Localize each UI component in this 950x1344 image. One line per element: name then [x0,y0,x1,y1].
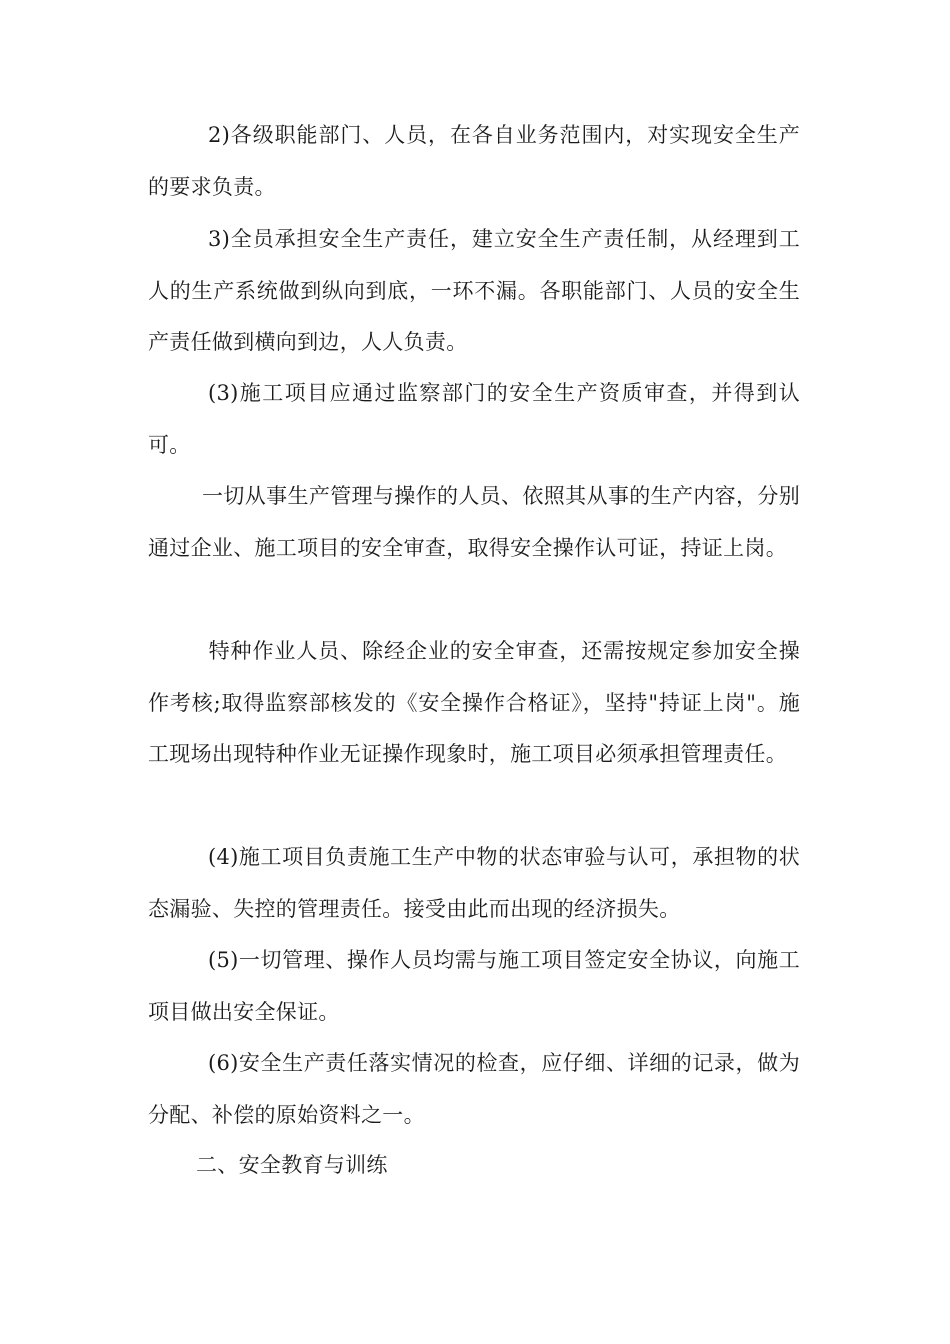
paragraph-4-text: 一切从事生产管理与操作的人员、依照其从事的生产内容，分别通过企业、施工项目的安全审查，取得安全操作认可证，持证上岗。 [148,484,800,560]
paragraph-5 [148,626,800,781]
paragraph-3-text: (3)施工项目应通过监察部门的安全生产资质审查，并得到认可。 [148,381,800,457]
paragraph-1-text: 2)各级职能部门、人员，在各自业务范围内，对实现安全生产的要求负责。 [148,123,800,199]
paragraph-5-text: 特种作业人员、除经企业的安全审查，还需按规定参加安全操作考核;取得监察部核发的《安全操作合格证》，坚持"持证上岗"。施工现场出现特种作业无证操作现象时，施工项目必须承担管理责任。 [148,639,800,766]
paragraph-7-text: (5)一切管理、操作人员均需与施工项目签定安全协议，向施工项目做出安全保证。 [148,948,800,1024]
paragraph-8-text: (6)安全生产责任落实情况的检查，应仔细、详细的记录，做为分配、补偿的原始资料之一。 [148,1051,800,1127]
section-heading [148,1140,800,1192]
paragraph-2 [148,214,800,369]
paragraph-2-text: 3)全员承担安全生产责任，建立安全生产责任制，从经理到工人的生产系统做到纵向到底，一环不漏。各职能部门、人员的安全生产责任做到横向到边，人人负责。 [148,227,800,354]
paragraph-6-text: (4)施工项目负责施工生产中物的状态审验与认可，承担物的状态漏验、失控的管理责任。接受由此而出现的经济损失。 [148,845,800,921]
paragraph-1 [148,110,800,213]
paragraph-4 [148,471,800,574]
paragraph-6 [148,832,800,935]
section-heading-text: 二、安全教育与训练 [196,1153,388,1177]
paragraph-3 [148,368,800,471]
paragraph-7 [148,935,800,1038]
paragraph-8 [148,1038,800,1141]
